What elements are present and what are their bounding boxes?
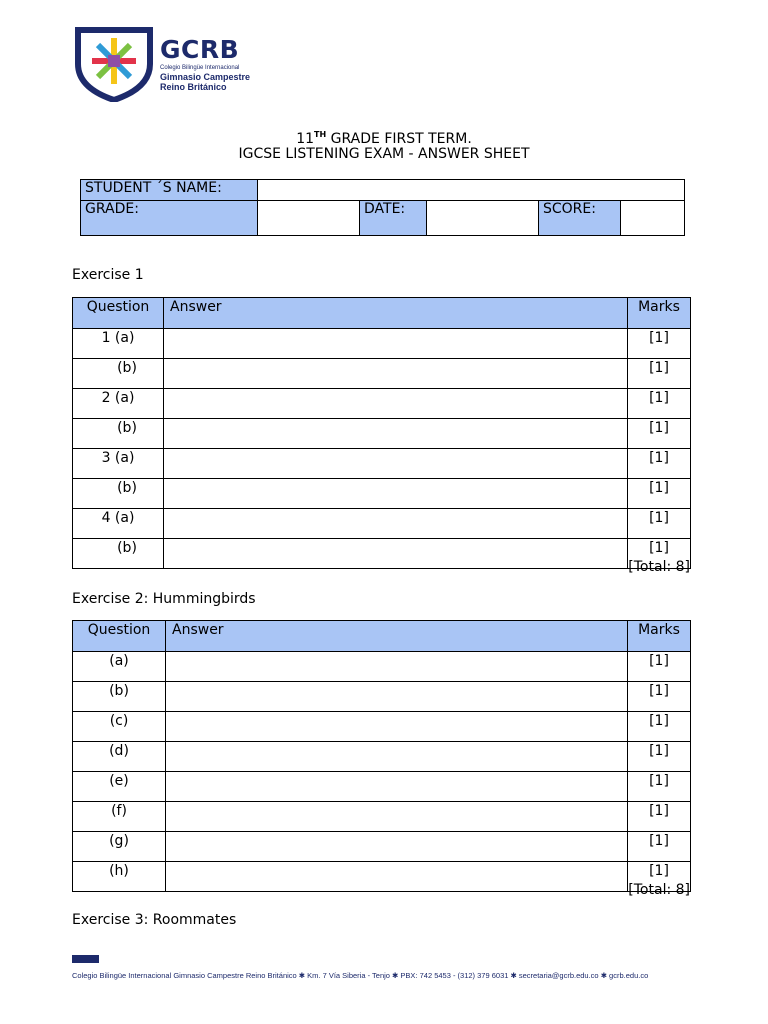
answer-cell[interactable]: [166, 712, 628, 742]
table-row: [73, 832, 691, 862]
footer-contact-line: Colegio Bilingüe Internacional Gimnasio Campestre Reino Británico ✱ Km. 7 Vía Siberia - Tenjo ✱ PBX: 742 5453 - (312) 379 6031 ✱ secretaria@gcrb.edu.co ✱ gcrb.edu.co: [72, 971, 649, 980]
marks-cell: [1]: [628, 479, 691, 509]
question-number: (b): [73, 419, 164, 449]
marks-header: Marks: [628, 621, 691, 652]
brand-line-3: Reino Británico: [160, 82, 227, 92]
exam-title-line-2: IGCSE LISTENING EXAM - ANSWER SHEET: [238, 146, 530, 162]
question-number: 2 (a): [73, 389, 164, 419]
score-field[interactable]: [621, 201, 685, 236]
marks-cell: [1]: [628, 652, 691, 682]
question-number: 1 (a): [73, 329, 164, 359]
table-row: [73, 359, 691, 389]
question-number: (f): [73, 802, 166, 832]
answer-cell[interactable]: [164, 359, 628, 389]
marks-cell: [1]: [628, 742, 691, 772]
table-row: [73, 712, 691, 742]
exercise-2-total: [Total: 8]: [628, 882, 690, 898]
marks-cell: [1]: [628, 772, 691, 802]
footer-accent-bar: [72, 955, 99, 963]
exercise-3-label: Exercise 3: Roommates: [72, 912, 237, 928]
question-number: (b): [73, 682, 166, 712]
marks-cell: [1]: [628, 539, 691, 569]
marks-cell: [1]: [628, 802, 691, 832]
question-number: (a): [73, 652, 166, 682]
answer-cell[interactable]: [164, 539, 628, 569]
date-label: DATE:: [360, 201, 427, 236]
student-info-table: [80, 179, 685, 236]
answer-header: Answer: [164, 298, 628, 329]
marks-cell: [1]: [628, 419, 691, 449]
exercise-1-total: [Total: 8]: [628, 559, 690, 575]
table-row: [73, 742, 691, 772]
table-row: [73, 449, 691, 479]
answer-cell[interactable]: [164, 449, 628, 479]
table-row: [73, 509, 691, 539]
answer-cell[interactable]: [166, 682, 628, 712]
brand-name: GCRB: [160, 35, 240, 64]
marks-cell: [1]: [628, 359, 691, 389]
marks-cell: [1]: [628, 449, 691, 479]
marks-cell: [1]: [628, 509, 691, 539]
question-number: (b): [73, 539, 164, 569]
answer-header: Answer: [166, 621, 628, 652]
answer-cell[interactable]: [166, 742, 628, 772]
question-number: (e): [73, 772, 166, 802]
table-row: [73, 389, 691, 419]
brand-line-2: Gimnasio Campestre: [160, 72, 251, 82]
table-row: [73, 329, 691, 359]
question-number: (c): [73, 712, 166, 742]
marks-cell: [1]: [628, 712, 691, 742]
answer-cell[interactable]: [164, 509, 628, 539]
answer-cell[interactable]: [164, 419, 628, 449]
exercise-2-label: Exercise 2: Hummingbirds: [72, 591, 256, 607]
grade-field[interactable]: [258, 201, 360, 236]
question-number: 3 (a): [73, 449, 164, 479]
student-name-field[interactable]: [258, 180, 685, 201]
exercise-2-table: [72, 620, 691, 892]
question-header: Question: [73, 298, 164, 329]
question-number: (b): [73, 359, 164, 389]
table-row: [73, 419, 691, 449]
marks-header: Marks: [628, 298, 691, 329]
answer-cell[interactable]: [164, 479, 628, 509]
question-number: 4 (a): [73, 509, 164, 539]
answer-cell[interactable]: [166, 802, 628, 832]
table-row: [73, 682, 691, 712]
exercise-1-label: Exercise 1: [72, 267, 144, 283]
marks-cell: [1]: [628, 329, 691, 359]
question-number: (h): [73, 862, 166, 892]
table-row: [73, 772, 691, 802]
marks-cell: [1]: [628, 682, 691, 712]
marks-cell: [1]: [628, 389, 691, 419]
table-row: [73, 652, 691, 682]
grade-number: 11: [296, 131, 315, 147]
exercise-1-table: [72, 297, 691, 569]
brand-line-1: Colegio Bilingüe Internacional: [160, 65, 240, 71]
table-row: [73, 802, 691, 832]
answer-cell[interactable]: [166, 832, 628, 862]
marks-cell: [1]: [628, 862, 691, 892]
answer-cell[interactable]: [164, 389, 628, 419]
table-row: [73, 479, 691, 509]
question-header: Question: [73, 621, 166, 652]
answer-cell[interactable]: [166, 862, 628, 892]
date-field[interactable]: [427, 201, 539, 236]
question-number: (g): [73, 832, 166, 862]
school-crest-logo: [74, 24, 154, 102]
student-name-label: STUDENT ´S NAME:: [81, 180, 258, 201]
question-number: (b): [73, 479, 164, 509]
grade-superscript: TH: [314, 130, 327, 139]
grade-term: GRADE FIRST TERM.: [326, 131, 472, 147]
question-number: (d): [73, 742, 166, 772]
grade-label: GRADE:: [81, 201, 258, 236]
answer-cell[interactable]: [166, 652, 628, 682]
answer-cell[interactable]: [164, 329, 628, 359]
brand-block: [160, 36, 250, 92]
score-label: SCORE:: [539, 201, 621, 236]
marks-cell: [1]: [628, 832, 691, 862]
table-row: [73, 862, 691, 892]
answer-cell[interactable]: [166, 772, 628, 802]
table-row: [73, 539, 691, 569]
